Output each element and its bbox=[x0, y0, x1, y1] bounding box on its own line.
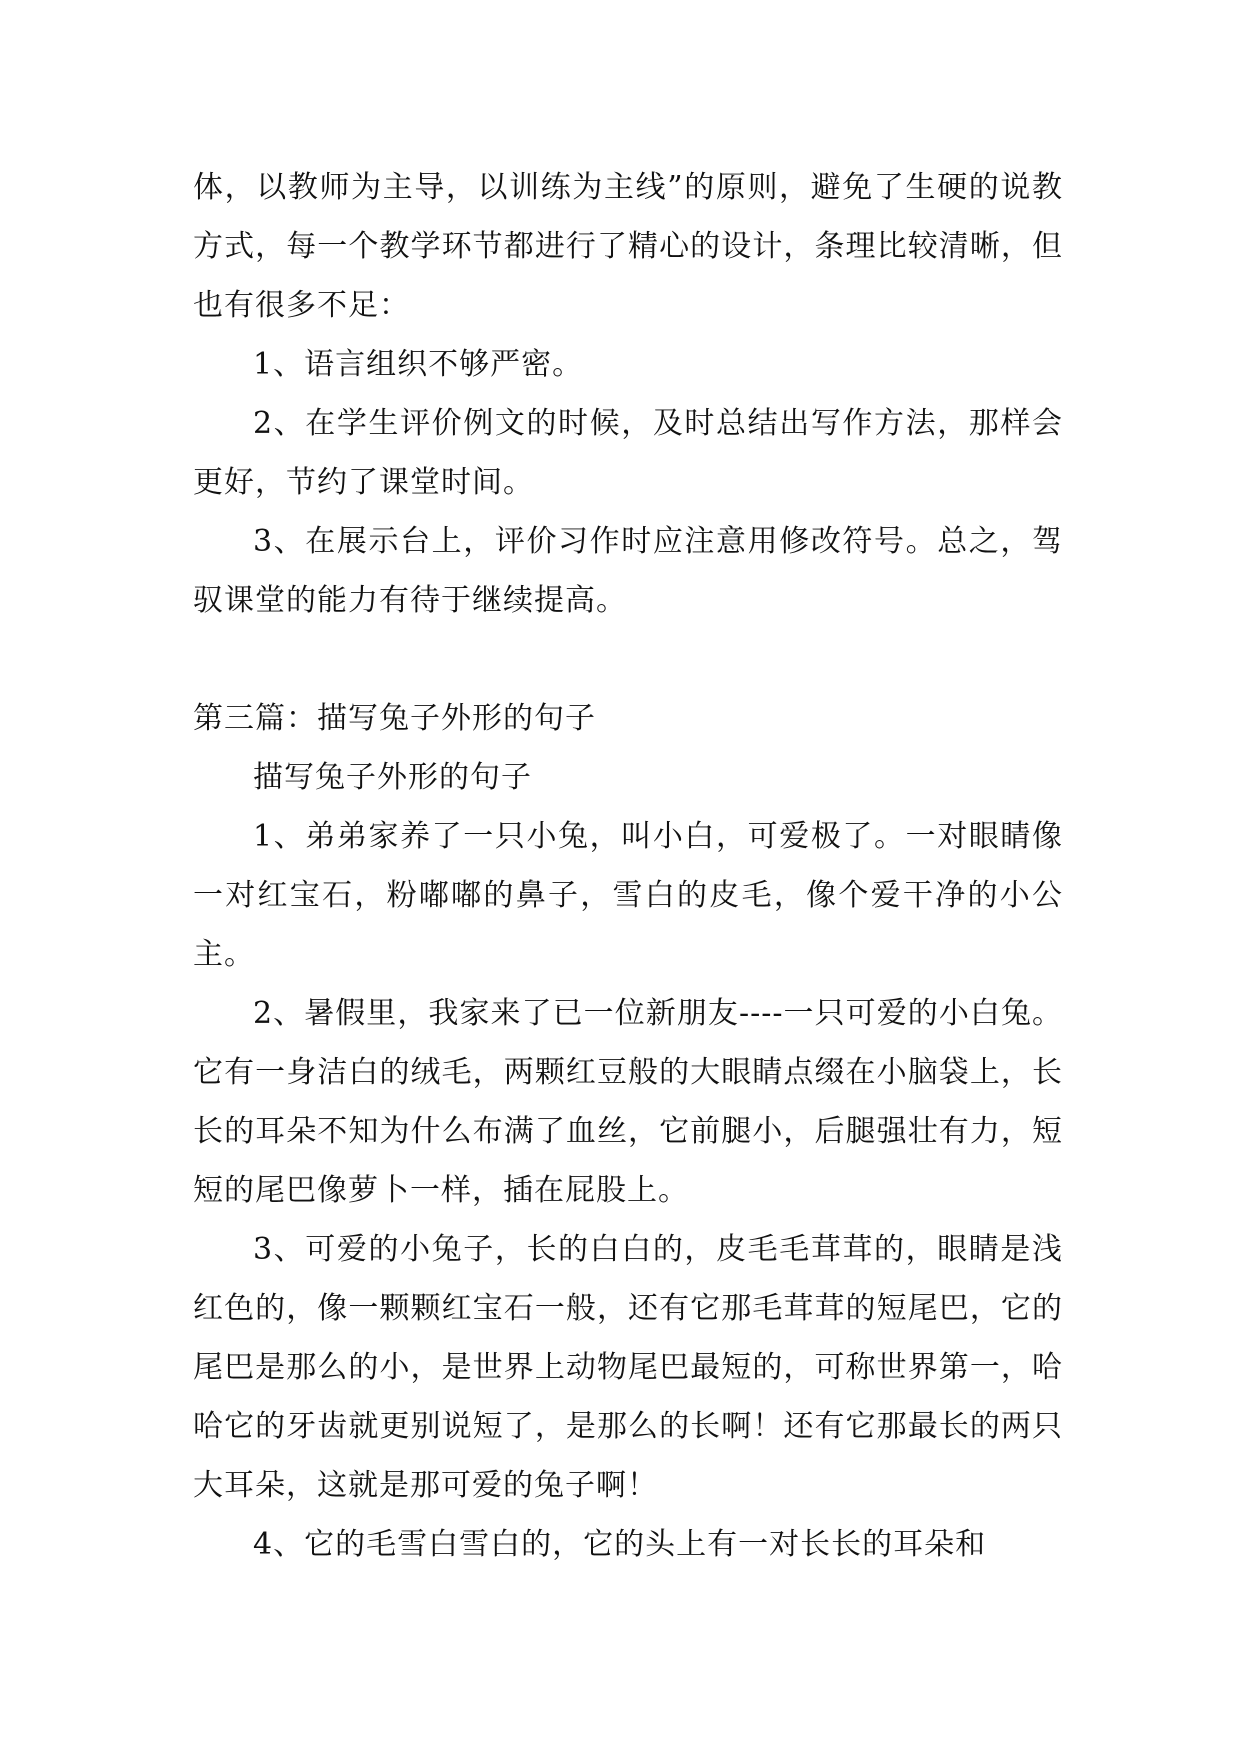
paragraph-point-3: 3、在展示台上，评价习作时应注意用修改符号。总之，驾驭课堂的能力有待于继续提高。 bbox=[193, 524, 1063, 618]
rabbit-sentence-4: 4、它的毛雪白雪白的，它的头上有一对长长的耳朵和 bbox=[253, 1527, 987, 1562]
paragraph-point-2: 2、在学生评价例文的时候，及时总结出写作方法，那样会更好，节约了课堂时间。 bbox=[193, 406, 1063, 500]
section-subtitle: 描写兔子外形的句子 bbox=[253, 760, 532, 795]
rabbit-sentence-1: 1、弟弟家养了一只小兔，叫小白，可爱极了。一对眼睛像一对红宝石，粉嘟嘟的鼻子，雪白的皮毛，像个爱干净的小公主。 bbox=[193, 819, 1063, 972]
section-spacer bbox=[193, 630, 1063, 689]
rabbit-sentence-2: 2、暑假里，我家来了已一位新朋友----一只可爱的小白兔。它有一身洁白的绒毛，两颗红豆般的大眼睛点缀在小脑袋上，长长的耳朵不知为什么布满了血丝，它前腿小，后腿强壮有力，短短的尾巴像萝卜一样，插在屁股上。 bbox=[193, 996, 1063, 1208]
rabbit-sentence-3: 3、可爱的小兔子，长的白白的，皮毛毛茸茸的，眼睛是浅红色的，像一颗颗红宝石一般，还有它那毛茸茸的短尾巴，它的尾巴是那么的小，是世界上动物尾巴最短的，可称世界第一，哈哈它的牙齿就更别说短了，是那么的长啊！还有它那最长的两只大耳朵，这就是那可爱的兔子啊！ bbox=[193, 1232, 1063, 1503]
paragraph-point-1: 1、语言组织不够严密。 bbox=[253, 347, 584, 382]
paragraph-intro: 体，以教师为主导，以训练为主线”的原则，避免了生硬的说教方式，每一个教学环节都进行了精心的设计，条理比较清晰，但也有很多不足： bbox=[193, 170, 1063, 323]
section-heading: 第三篇：描写兔子外形的句子 bbox=[193, 701, 596, 736]
document-page bbox=[193, 158, 1063, 1574]
